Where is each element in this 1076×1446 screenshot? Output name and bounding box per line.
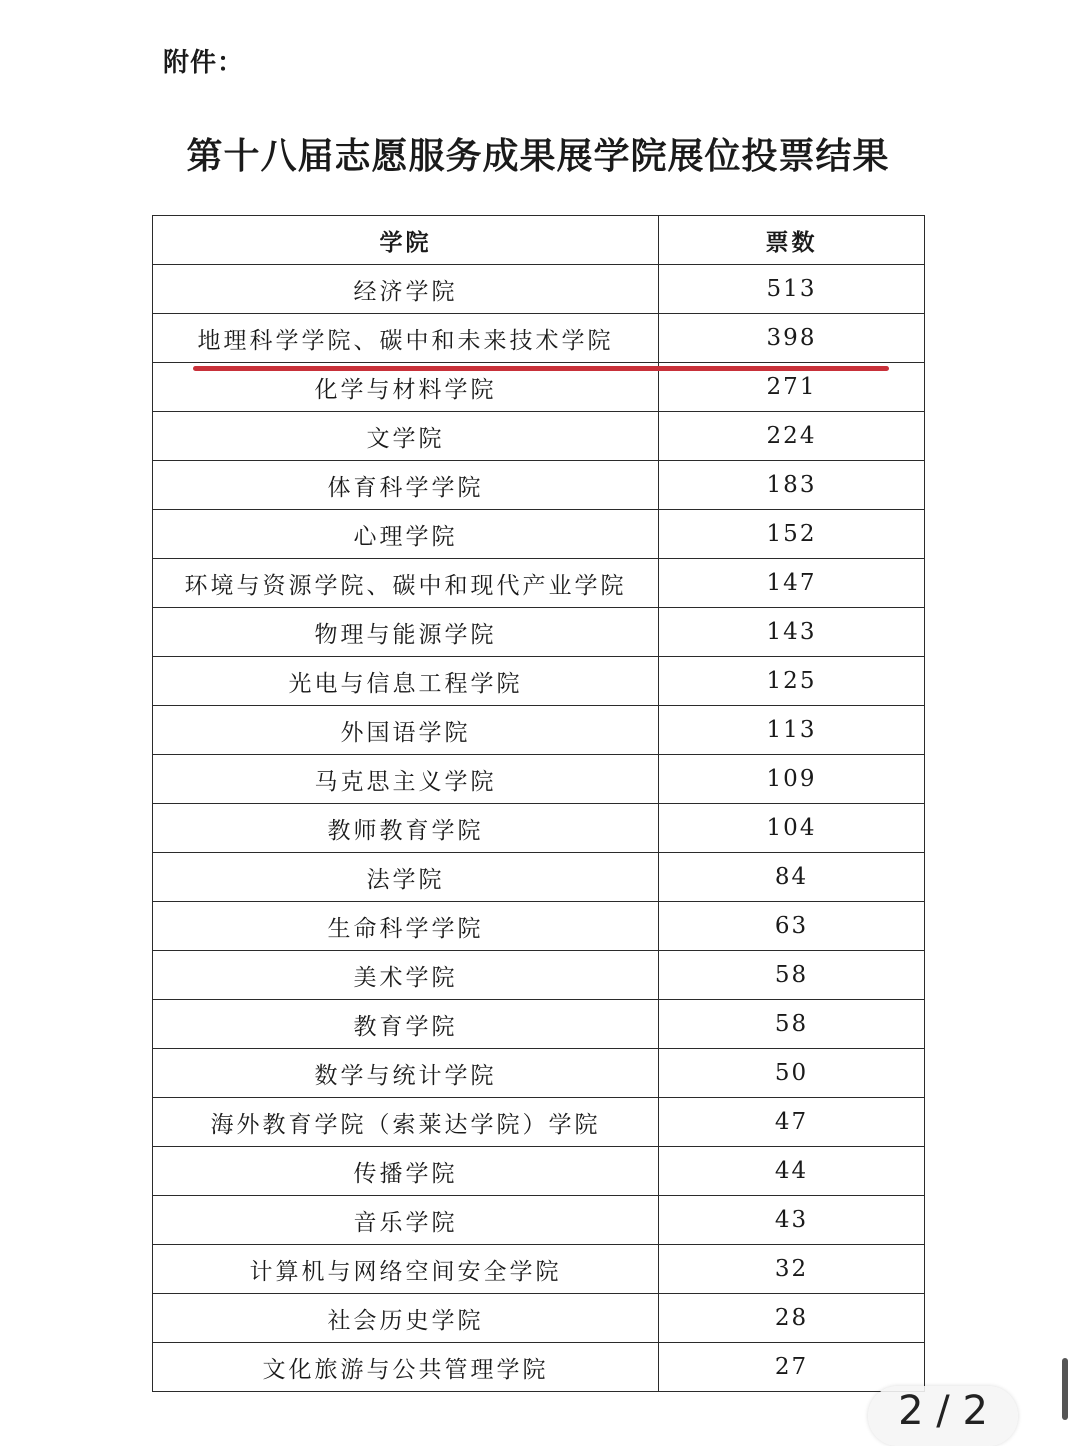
votes-cell: 44 [659,1147,925,1196]
table-row [153,461,925,510]
table-row [153,412,925,461]
college-cell: 心理学院 [153,510,659,559]
vote-results-table [152,215,925,1392]
votes-cell: 43 [659,1196,925,1245]
votes-cell: 58 [659,951,925,1000]
votes-cell: 143 [659,608,925,657]
table-row [153,1343,925,1392]
table-row [153,1245,925,1294]
votes-cell: 58 [659,1000,925,1049]
table-row [153,265,925,314]
votes-cell: 152 [659,510,925,559]
page-indicator[interactable]: 2 / 2 [868,1386,1018,1446]
table-row [153,1000,925,1049]
votes-cell: 125 [659,657,925,706]
column-header-votes: 票数 [659,216,925,265]
college-cell: 化学与材料学院 [153,363,659,412]
college-cell: 社会历史学院 [153,1294,659,1343]
votes-cell: 47 [659,1098,925,1147]
college-cell: 美术学院 [153,951,659,1000]
college-cell: 外国语学院 [153,706,659,755]
votes-cell: 32 [659,1245,925,1294]
votes-cell: 224 [659,412,925,461]
college-cell: 传播学院 [153,1147,659,1196]
table-row [153,559,925,608]
college-cell: 海外教育学院（索莱达学院）学院 [153,1098,659,1147]
votes-cell: 147 [659,559,925,608]
college-cell: 物理与能源学院 [153,608,659,657]
votes-cell: 513 [659,265,925,314]
table-row [153,804,925,853]
table-row [153,510,925,559]
table-row [153,706,925,755]
college-cell: 地理科学学院、碳中和未来技术学院 [153,314,659,363]
college-cell: 教师教育学院 [153,804,659,853]
table-row [153,755,925,804]
votes-cell: 398 [659,314,925,363]
college-cell: 文学院 [153,412,659,461]
table-row [153,657,925,706]
college-cell: 体育科学学院 [153,461,659,510]
table-row [153,608,925,657]
document-title: 第十八届志愿服务成果展学院展位投票结果 [186,136,890,177]
highlight-underline [193,366,889,371]
votes-cell: 27 [659,1343,925,1392]
votes-cell: 183 [659,461,925,510]
table-row [153,1196,925,1245]
table-row [153,1147,925,1196]
college-cell: 环境与资源学院、碳中和现代产业学院 [153,559,659,608]
college-cell: 马克思主义学院 [153,755,659,804]
college-cell: 计算机与网络空间安全学院 [153,1245,659,1294]
table-row [153,1098,925,1147]
votes-cell: 50 [659,1049,925,1098]
votes-cell: 271 [659,363,925,412]
college-cell: 经济学院 [153,265,659,314]
table-row [153,902,925,951]
college-cell: 法学院 [153,853,659,902]
column-header-college: 学院 [153,216,659,265]
table-row [153,951,925,1000]
table-row [153,314,925,363]
table-row [153,1294,925,1343]
table-body [153,265,925,1392]
college-cell: 教育学院 [153,1000,659,1049]
table-header-row [153,216,925,265]
college-cell: 文化旅游与公共管理学院 [153,1343,659,1392]
college-cell: 生命科学学院 [153,902,659,951]
table-row [153,1049,925,1098]
table-row [153,853,925,902]
scrollbar-thumb[interactable] [1062,1358,1068,1420]
college-cell: 音乐学院 [153,1196,659,1245]
college-cell: 数学与统计学院 [153,1049,659,1098]
attachment-label: 附件： [163,48,245,78]
college-cell: 光电与信息工程学院 [153,657,659,706]
votes-cell: 63 [659,902,925,951]
votes-cell: 84 [659,853,925,902]
votes-cell: 104 [659,804,925,853]
votes-cell: 113 [659,706,925,755]
votes-cell: 109 [659,755,925,804]
votes-cell: 28 [659,1294,925,1343]
